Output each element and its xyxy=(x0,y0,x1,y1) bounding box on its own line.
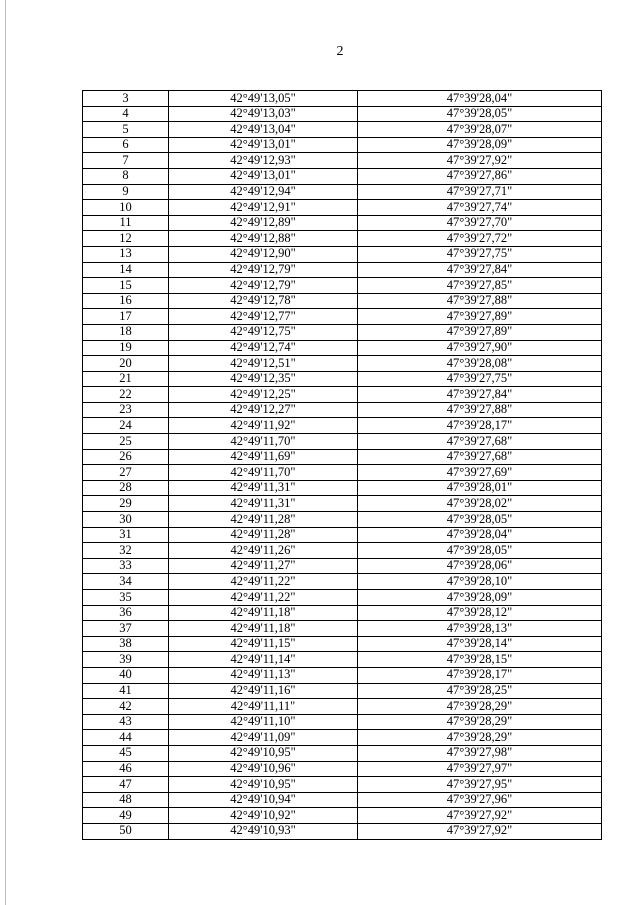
longitude-cell: 47°39'28,29" xyxy=(358,714,602,730)
latitude-cell: 42°49'11,14" xyxy=(169,652,358,668)
point-number-cell: 16 xyxy=(83,293,169,309)
longitude-cell: 47°39'28,08" xyxy=(358,356,602,372)
table-row xyxy=(83,387,602,403)
point-number-cell: 5 xyxy=(83,122,169,138)
longitude-cell: 47°39'27,84" xyxy=(358,387,602,403)
point-number-cell: 28 xyxy=(83,480,169,496)
latitude-cell: 42°49'13,01" xyxy=(169,137,358,153)
latitude-cell: 42°49'11,22" xyxy=(169,590,358,606)
point-number-cell: 46 xyxy=(83,761,169,777)
table-row xyxy=(83,231,602,247)
table-row xyxy=(83,543,602,559)
table-row xyxy=(83,215,602,231)
point-number-cell: 33 xyxy=(83,558,169,574)
point-number-cell: 17 xyxy=(83,309,169,325)
latitude-cell: 42°49'12,79" xyxy=(169,278,358,294)
table-row xyxy=(83,652,602,668)
longitude-cell: 47°39'28,25" xyxy=(358,683,602,699)
latitude-cell: 42°49'13,01" xyxy=(169,168,358,184)
latitude-cell: 42°49'11,70" xyxy=(169,434,358,450)
longitude-cell: 47°39'28,29" xyxy=(358,730,602,746)
latitude-cell: 42°49'11,15" xyxy=(169,636,358,652)
point-number-cell: 40 xyxy=(83,667,169,683)
point-number-cell: 41 xyxy=(83,683,169,699)
latitude-cell: 42°49'11,69" xyxy=(169,449,358,465)
longitude-cell: 47°39'27,70" xyxy=(358,215,602,231)
table-row xyxy=(83,184,602,200)
table-row xyxy=(83,262,602,278)
point-number-cell: 32 xyxy=(83,543,169,559)
latitude-cell: 42°49'12,94" xyxy=(169,184,358,200)
table-row xyxy=(83,137,602,153)
longitude-cell: 47°39'27,86" xyxy=(358,168,602,184)
longitude-cell: 47°39'28,06" xyxy=(358,558,602,574)
longitude-cell: 47°39'28,04" xyxy=(358,527,602,543)
latitude-cell: 42°49'11,22" xyxy=(169,574,358,590)
latitude-cell: 42°49'13,03" xyxy=(169,106,358,122)
latitude-cell: 42°49'10,93" xyxy=(169,823,358,839)
latitude-cell: 42°49'11,31" xyxy=(169,496,358,512)
longitude-cell: 47°39'27,84" xyxy=(358,262,602,278)
table-row xyxy=(83,590,602,606)
table-row xyxy=(83,465,602,481)
table-row xyxy=(83,558,602,574)
longitude-cell: 47°39'28,29" xyxy=(358,699,602,715)
point-number-cell: 8 xyxy=(83,168,169,184)
table-row xyxy=(83,402,602,418)
table-row xyxy=(83,293,602,309)
table-row xyxy=(83,730,602,746)
longitude-cell: 47°39'28,14" xyxy=(358,636,602,652)
point-number-cell: 35 xyxy=(83,590,169,606)
longitude-cell: 47°39'27,88" xyxy=(358,402,602,418)
latitude-cell: 42°49'11,70" xyxy=(169,465,358,481)
latitude-cell: 42°49'11,18" xyxy=(169,605,358,621)
longitude-cell: 47°39'28,09" xyxy=(358,590,602,606)
longitude-cell: 47°39'27,75" xyxy=(358,371,602,387)
table-row xyxy=(83,91,602,107)
coordinates-table-body xyxy=(83,91,602,840)
point-number-cell: 36 xyxy=(83,605,169,621)
longitude-cell: 47°39'28,15" xyxy=(358,652,602,668)
longitude-cell: 47°39'28,17" xyxy=(358,667,602,683)
table-row xyxy=(83,434,602,450)
longitude-cell: 47°39'27,98" xyxy=(358,745,602,761)
point-number-cell: 27 xyxy=(83,465,169,481)
latitude-cell: 42°49'11,09" xyxy=(169,730,358,746)
latitude-cell: 42°49'13,05" xyxy=(169,91,358,107)
longitude-cell: 47°39'28,05" xyxy=(358,106,602,122)
point-number-cell: 9 xyxy=(83,184,169,200)
table-row xyxy=(83,324,602,340)
table-row xyxy=(83,574,602,590)
latitude-cell: 42°49'12,91" xyxy=(169,200,358,216)
point-number-cell: 24 xyxy=(83,418,169,434)
point-number-cell: 20 xyxy=(83,356,169,372)
point-number-cell: 26 xyxy=(83,449,169,465)
longitude-cell: 47°39'27,90" xyxy=(358,340,602,356)
longitude-cell: 47°39'27,92" xyxy=(358,153,602,169)
table-row xyxy=(83,745,602,761)
table-row xyxy=(83,449,602,465)
latitude-cell: 42°49'11,28" xyxy=(169,527,358,543)
table-row xyxy=(83,699,602,715)
longitude-cell: 47°39'27,85" xyxy=(358,278,602,294)
point-number-cell: 50 xyxy=(83,823,169,839)
longitude-cell: 47°39'27,68" xyxy=(358,449,602,465)
point-number-cell: 23 xyxy=(83,402,169,418)
longitude-cell: 47°39'28,04" xyxy=(358,91,602,107)
longitude-cell: 47°39'27,97" xyxy=(358,761,602,777)
latitude-cell: 42°49'11,11" xyxy=(169,699,358,715)
longitude-cell: 47°39'27,92" xyxy=(358,823,602,839)
point-number-cell: 12 xyxy=(83,231,169,247)
latitude-cell: 42°49'12,35" xyxy=(169,371,358,387)
point-number-cell: 31 xyxy=(83,527,169,543)
longitude-cell: 47°39'27,89" xyxy=(358,324,602,340)
point-number-cell: 45 xyxy=(83,745,169,761)
longitude-cell: 47°39'28,07" xyxy=(358,122,602,138)
point-number-cell: 48 xyxy=(83,792,169,808)
table-row xyxy=(83,714,602,730)
point-number-cell: 25 xyxy=(83,434,169,450)
point-number-cell: 47 xyxy=(83,777,169,793)
table-row xyxy=(83,418,602,434)
longitude-cell: 47°39'27,69" xyxy=(358,465,602,481)
table-row xyxy=(83,356,602,372)
point-number-cell: 30 xyxy=(83,512,169,528)
point-number-cell: 4 xyxy=(83,106,169,122)
longitude-cell: 47°39'27,72" xyxy=(358,231,602,247)
table-row xyxy=(83,512,602,528)
table-row xyxy=(83,792,602,808)
point-number-cell: 13 xyxy=(83,246,169,262)
table-row xyxy=(83,761,602,777)
table-row xyxy=(83,122,602,138)
longitude-cell: 47°39'27,89" xyxy=(358,309,602,325)
point-number-cell: 43 xyxy=(83,714,169,730)
point-number-cell: 21 xyxy=(83,371,169,387)
latitude-cell: 42°49'13,04" xyxy=(169,122,358,138)
latitude-cell: 42°49'10,95" xyxy=(169,745,358,761)
longitude-cell: 47°39'28,12" xyxy=(358,605,602,621)
table-row xyxy=(83,605,602,621)
table-row xyxy=(83,777,602,793)
latitude-cell: 42°49'11,27" xyxy=(169,558,358,574)
point-number-cell: 44 xyxy=(83,730,169,746)
latitude-cell: 42°49'11,16" xyxy=(169,683,358,699)
point-number-cell: 38 xyxy=(83,636,169,652)
longitude-cell: 47°39'27,95" xyxy=(358,777,602,793)
longitude-cell: 47°39'28,17" xyxy=(358,418,602,434)
table-row xyxy=(83,106,602,122)
longitude-cell: 47°39'27,96" xyxy=(358,792,602,808)
longitude-cell: 47°39'27,71" xyxy=(358,184,602,200)
point-number-cell: 6 xyxy=(83,137,169,153)
point-number-cell: 37 xyxy=(83,621,169,637)
longitude-cell: 47°39'28,05" xyxy=(358,543,602,559)
longitude-cell: 47°39'27,74" xyxy=(358,200,602,216)
point-number-cell: 18 xyxy=(83,324,169,340)
latitude-cell: 42°49'12,89" xyxy=(169,215,358,231)
latitude-cell: 42°49'11,26" xyxy=(169,543,358,559)
table-row xyxy=(83,527,602,543)
point-number-cell: 42 xyxy=(83,699,169,715)
table-row xyxy=(83,168,602,184)
table-row xyxy=(83,480,602,496)
latitude-cell: 42°49'10,96" xyxy=(169,761,358,777)
table-row xyxy=(83,371,602,387)
latitude-cell: 42°49'11,31" xyxy=(169,480,358,496)
longitude-cell: 47°39'28,01" xyxy=(358,480,602,496)
longitude-cell: 47°39'28,10" xyxy=(358,574,602,590)
longitude-cell: 47°39'28,13" xyxy=(358,621,602,637)
table-row xyxy=(83,636,602,652)
point-number-cell: 15 xyxy=(83,278,169,294)
latitude-cell: 42°49'11,10" xyxy=(169,714,358,730)
point-number-cell: 49 xyxy=(83,808,169,824)
page-number: 2 xyxy=(336,44,344,59)
table-row xyxy=(83,496,602,512)
latitude-cell: 42°49'12,78" xyxy=(169,293,358,309)
latitude-cell: 42°49'10,92" xyxy=(169,808,358,824)
latitude-cell: 42°49'12,25" xyxy=(169,387,358,403)
longitude-cell: 47°39'28,09" xyxy=(358,137,602,153)
point-number-cell: 19 xyxy=(83,340,169,356)
latitude-cell: 42°49'11,28" xyxy=(169,512,358,528)
latitude-cell: 42°49'11,92" xyxy=(169,418,358,434)
point-number-cell: 10 xyxy=(83,200,169,216)
table-row xyxy=(83,621,602,637)
scan-edge-line xyxy=(5,0,6,905)
latitude-cell: 42°49'12,77" xyxy=(169,309,358,325)
table-row xyxy=(83,278,602,294)
longitude-cell: 47°39'27,75" xyxy=(358,246,602,262)
table-row xyxy=(83,340,602,356)
point-number-cell: 22 xyxy=(83,387,169,403)
latitude-cell: 42°49'12,27" xyxy=(169,402,358,418)
longitude-cell: 47°39'27,92" xyxy=(358,808,602,824)
table-row xyxy=(83,309,602,325)
latitude-cell: 42°49'11,13" xyxy=(169,667,358,683)
latitude-cell: 42°49'10,94" xyxy=(169,792,358,808)
point-number-cell: 3 xyxy=(83,91,169,107)
latitude-cell: 42°49'12,90" xyxy=(169,246,358,262)
table-row xyxy=(83,667,602,683)
table-row xyxy=(83,200,602,216)
latitude-cell: 42°49'12,93" xyxy=(169,153,358,169)
latitude-cell: 42°49'10,95" xyxy=(169,777,358,793)
longitude-cell: 47°39'28,02" xyxy=(358,496,602,512)
point-number-cell: 7 xyxy=(83,153,169,169)
latitude-cell: 42°49'12,74" xyxy=(169,340,358,356)
coordinates-table xyxy=(82,90,602,840)
point-number-cell: 14 xyxy=(83,262,169,278)
latitude-cell: 42°49'11,18" xyxy=(169,621,358,637)
table-row xyxy=(83,153,602,169)
latitude-cell: 42°49'12,79" xyxy=(169,262,358,278)
longitude-cell: 47°39'27,68" xyxy=(358,434,602,450)
longitude-cell: 47°39'28,05" xyxy=(358,512,602,528)
point-number-cell: 11 xyxy=(83,215,169,231)
table-row xyxy=(83,246,602,262)
table-row xyxy=(83,683,602,699)
table-row xyxy=(83,808,602,824)
longitude-cell: 47°39'27,88" xyxy=(358,293,602,309)
latitude-cell: 42°49'12,88" xyxy=(169,231,358,247)
latitude-cell: 42°49'12,75" xyxy=(169,324,358,340)
latitude-cell: 42°49'12,51" xyxy=(169,356,358,372)
point-number-cell: 39 xyxy=(83,652,169,668)
point-number-cell: 34 xyxy=(83,574,169,590)
table-row xyxy=(83,823,602,839)
point-number-cell: 29 xyxy=(83,496,169,512)
